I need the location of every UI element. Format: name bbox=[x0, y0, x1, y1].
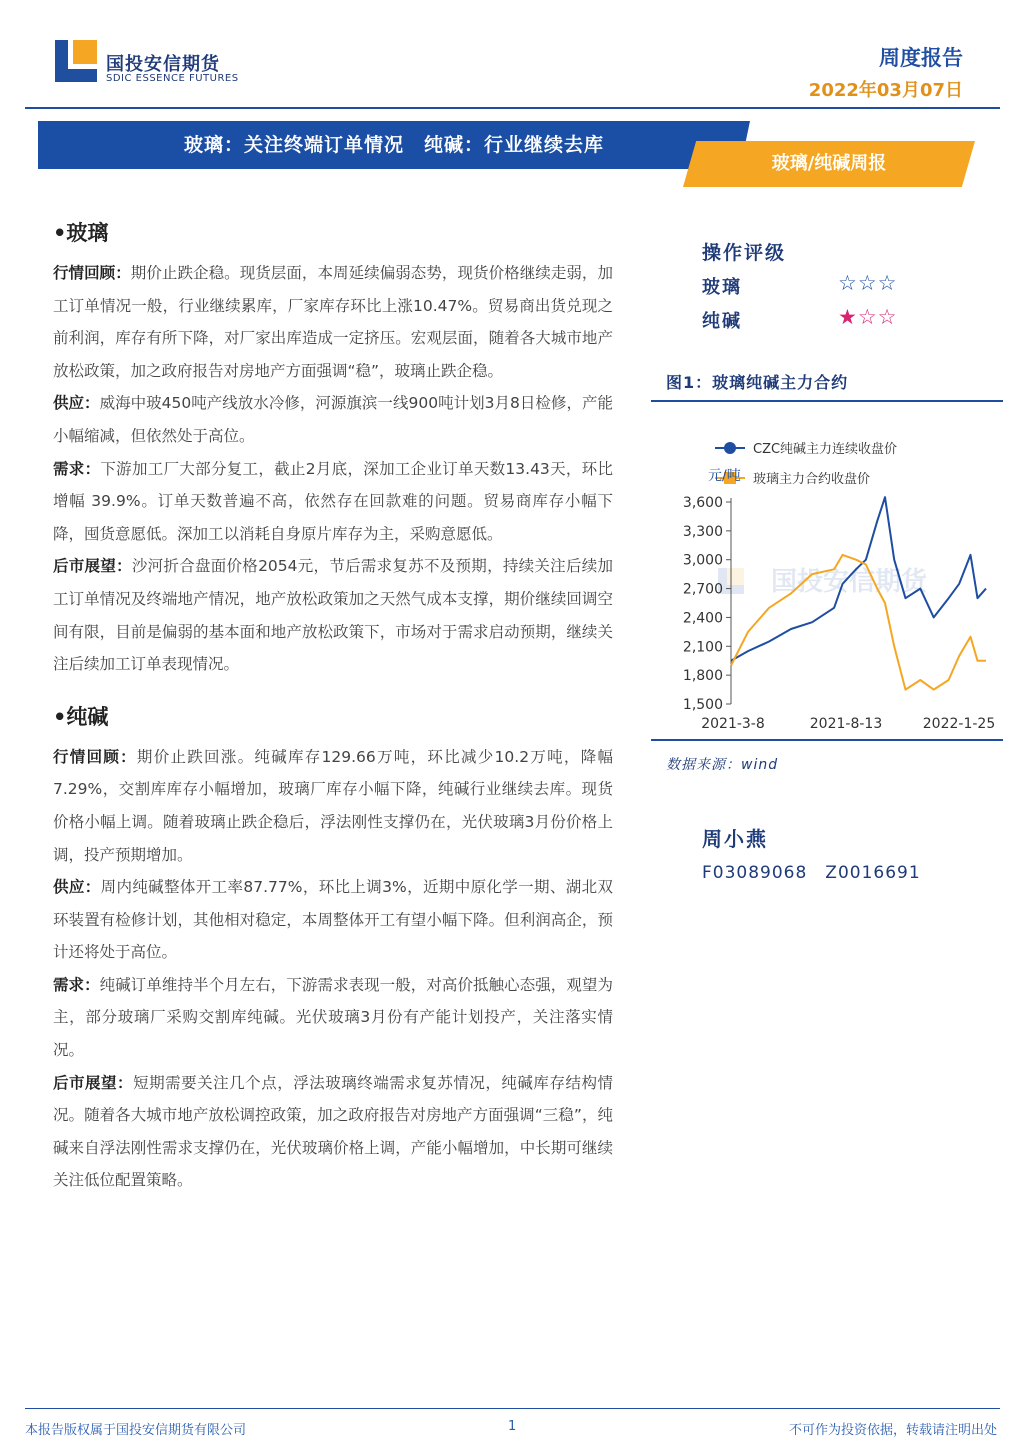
legend-label-0: CZC纯碱主力连续收盘价 bbox=[753, 442, 898, 457]
x-tick-label: 2021-3-8 bbox=[701, 716, 765, 732]
figure-title: 图1：玻璃纯碱主力合约 bbox=[666, 373, 849, 392]
rating-star-icon: ☆ bbox=[877, 305, 898, 329]
rating-label-glass: 玻璃 bbox=[702, 277, 742, 298]
category-text: 玻璃/纯碱周报 bbox=[771, 153, 887, 174]
y-tick-label: 1,500 bbox=[682, 697, 723, 713]
rating-star-icon: ☆ bbox=[877, 271, 898, 295]
rating-star-icon: ☆ bbox=[857, 271, 878, 295]
rating-stars-glass bbox=[838, 271, 897, 295]
legend-label-1: 玻璃主力合约收盘价 bbox=[753, 472, 871, 487]
main-content bbox=[53, 217, 613, 1197]
y-tick-label: 2,100 bbox=[682, 639, 723, 656]
soda-outlook: 后市展望：短期需要关注几个点，浮法玻璃终端需求复苏情况，纯碱库存结构情况。随着各大城市地产放松调控政策，加之政府报告对房地产方面强调“三稳”，纯碱来自浮法刚性需求支撑仍在，光伏玻璃价格上调，产能小幅增加，中长期可继续关注低位配置策略。 bbox=[53, 1073, 613, 1190]
header-divider bbox=[25, 107, 1000, 109]
rating-star-icon: ★ bbox=[838, 305, 858, 329]
headline-text: 玻璃：关注终端订单情况 纯碱：行业继续去库 bbox=[183, 134, 604, 156]
section-title-soda-ash: •纯碱 bbox=[53, 704, 109, 729]
watermark-text: 国投安信期货 bbox=[771, 567, 928, 597]
data-source: 数据来源：wind bbox=[666, 757, 779, 773]
y-tick-label: 1,800 bbox=[682, 668, 723, 685]
report-date: 2022年03月07日 bbox=[808, 80, 963, 101]
y-axis-unit: 元/吨 bbox=[708, 468, 741, 484]
x-tick-label: 2022-1-25 bbox=[922, 716, 996, 732]
company-logo-icon bbox=[55, 40, 97, 82]
company-name: 国投安信期货 bbox=[106, 54, 220, 75]
soda-demand: 需求：纯碱订单维持半个月左右，下游需求表现一般，对高价抵触心态强，观望为主，部分玻璃厂采购交割库纯碱。光伏玻璃3月份有产能计划投产，关注落实情况。 bbox=[53, 975, 613, 1060]
footer-disclaimer: 不可作为投资依据，转载请注明出处 bbox=[788, 1423, 997, 1438]
rating-title: 操作评级 bbox=[702, 242, 787, 264]
footer-copyright: 本报告版权属于国投安信期货有限公司 bbox=[25, 1423, 247, 1438]
glass-demand: 需求：下游加工厂大部分复工，截止2月底，深加工企业订单天数13.43天，环比增幅 39.9%。订单天数普遍不高，依然存在回款难的问题。贸易商库存小幅下降，囤货意愿低。深加工以消耗自身原片库存为主，采购意愿低。 bbox=[53, 459, 613, 543]
glass-market-review: 行情回顾：期价止跌企稳。现货层面，本周延续偏弱态势，现货价格继续走弱，加工订单情况一般，行业继续累库，厂家库存环比上涨10.47%。贸易商出货兑现之前利润，库存有所下降，对厂家出库造成一定挤压。宏观层面，随着各大城市地产放松政策，加之政府报告对房地产方面强调“稳”，玻璃止跌企稳。 bbox=[53, 264, 613, 380]
glass-outlook: 后市展望：沙河折合盘面价格2054元，节后需求复苏不及预期，持续关注后续加工订单情况及终端地产情况，地产放松政策加之天然气成本支撑，期价继续回调空间有限，目前是偏弱的基本面和地产放松政策下，市场对于需求启动预期，继续关注后续加工订单表现情况。 bbox=[53, 557, 613, 674]
figure-top-rule bbox=[651, 400, 1003, 402]
company-name-english: SDIC ESSENCE FUTURES bbox=[106, 73, 239, 84]
rating-stars-soda bbox=[838, 305, 897, 329]
footer-divider bbox=[25, 1408, 1000, 1409]
y-axis-ticks bbox=[683, 495, 731, 713]
analyst-license-ids: F03089068 Z0016691 bbox=[702, 863, 921, 883]
price-line-chart bbox=[651, 430, 1003, 735]
rating-star-icon: ☆ bbox=[857, 305, 878, 329]
soda-market-review: 行情回顾：期价止跌回涨。纯碱库存129.66万吨，环比减少10.2万吨，降幅7.29%，交割库库存小幅增加，玻璃厂库存小幅下降，纯碱行业继续去库。现货价格小幅上调。随着玻璃止跌企稳后，浮法刚性支撑仍在，光伏玻璃3月份价格上调，投产预期增加。 bbox=[53, 747, 613, 864]
y-tick-label: 3,000 bbox=[682, 552, 723, 569]
report-type: 周度报告 bbox=[879, 46, 963, 70]
x-tick-label: 2021-8-13 bbox=[809, 716, 883, 732]
y-tick-label: 3,300 bbox=[682, 523, 723, 540]
legend-marker-0 bbox=[724, 442, 736, 454]
analyst-name: 周小燕 bbox=[702, 827, 768, 851]
page-number: 1 bbox=[508, 1419, 517, 1434]
rating-star-icon: ☆ bbox=[838, 271, 858, 295]
section-title-glass: •玻璃 bbox=[53, 221, 109, 245]
soda-supply: 供应：周内纯碱整体开工率87.77%，环比上调3%，近期中原化学一期、湖北双环装置有检修计划，其他相对稳定，本周整体开工有望小幅下降。但利润高企，预计还将处于高位。 bbox=[53, 878, 613, 962]
y-tick-label: 3,600 bbox=[682, 495, 723, 511]
y-tick-label: 2,700 bbox=[682, 581, 723, 598]
x-axis-ticks bbox=[701, 716, 995, 732]
glass-supply: 供应：威海中玻450吨产线放水冷修，河源旗滨一线900吨计划3月8日检修，产能小幅缩减，但依然处于高位。 bbox=[53, 394, 613, 445]
y-tick-label: 2,400 bbox=[682, 610, 723, 627]
chart-legend bbox=[715, 441, 897, 487]
figure-bottom-rule bbox=[651, 739, 1003, 741]
rating-label-soda: 纯碱 bbox=[702, 311, 742, 332]
